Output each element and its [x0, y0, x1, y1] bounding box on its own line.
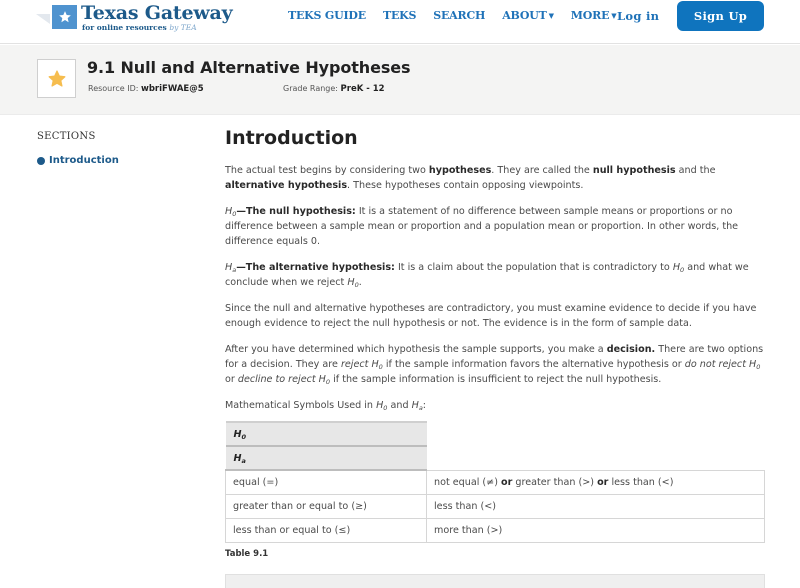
symbol-letter: H: [411, 400, 419, 411]
alternative-hypothesis-paragraph: [225, 260, 765, 290]
logo-title: Texas Gateway: [81, 2, 233, 24]
symbols-intro-paragraph: [225, 398, 765, 413]
grade-range-value: PreK - 12: [340, 84, 385, 94]
text: and the: [675, 165, 716, 176]
header-ha: [226, 446, 427, 470]
nav-about-dropdown[interactable]: [502, 9, 554, 23]
cell-ha: [427, 470, 765, 494]
symbol-letter: H: [225, 262, 233, 273]
resource-title: 9.1 Null and Alternative Hypotheses: [87, 58, 411, 77]
bold-term: decision.: [606, 344, 656, 355]
text: greater than (>): [512, 476, 598, 488]
nav-search-label: SEARCH: [433, 9, 486, 22]
text: and: [387, 400, 412, 411]
section-heading: Introduction: [225, 127, 358, 149]
italic-term: [341, 359, 383, 370]
symbol-letter: H: [233, 428, 242, 440]
symbol-subscript: 0: [383, 404, 388, 412]
text: . These hypotheses contain opposing viewpoints.: [347, 180, 584, 191]
text: not equal (≠): [434, 476, 502, 488]
italic-term: [685, 359, 761, 370]
top-navigation-bar: [0, 0, 800, 44]
caret-down-icon: ▼: [548, 11, 554, 20]
resource-header: [0, 45, 800, 115]
bold-term: —The alternative hypothesis:: [236, 262, 395, 273]
intro-paragraph: [225, 163, 765, 193]
caret-down-icon: ▼: [611, 11, 617, 20]
text: less than (<): [434, 500, 496, 512]
symbols-table: [225, 421, 765, 543]
cell-h0: greater than or equal to (≥): [226, 494, 427, 518]
table-header-row: [226, 422, 765, 446]
logo-shadow-decoration: [36, 14, 50, 24]
italic-term: [238, 374, 330, 385]
text: do not reject H: [684, 359, 757, 370]
sign-up-button[interactable]: Sign Up: [677, 1, 764, 31]
symbol-subscript: a: [241, 456, 246, 465]
text: reject H: [340, 359, 379, 370]
main-nav: [288, 9, 633, 23]
resource-id-label: Resource ID:: [88, 84, 139, 93]
text: decline to reject H: [237, 374, 326, 385]
logo-subtitle-by: by TEA: [169, 23, 197, 32]
text: or: [225, 374, 238, 385]
nav-teks[interactable]: [383, 9, 416, 23]
text: more than (>): [434, 524, 503, 536]
logo-subtitle: [82, 23, 197, 32]
text: and what we conclude when we reject: [225, 262, 749, 288]
cell-ha: [427, 494, 765, 518]
logo-star-icon: [52, 5, 77, 29]
text: if the sample information is insufficient to reject the null hypothesis.: [330, 374, 662, 385]
texas-gateway-logo[interactable]: [30, 2, 233, 34]
bold-term: —The null hypothesis:: [236, 206, 356, 217]
nav-more-label: MORE: [570, 9, 610, 22]
table-caption: Table 9.1: [225, 548, 269, 559]
symbol-subscript: 0: [378, 363, 383, 371]
nav-about-label: ABOUT: [502, 9, 547, 22]
text: .: [358, 277, 362, 288]
nav-teks-guide[interactable]: [288, 9, 366, 23]
header-empty: [427, 446, 765, 470]
text: The actual test begins by considering two: [225, 165, 429, 176]
symbol-letter: H: [225, 206, 233, 217]
cell-ha: [427, 518, 765, 542]
table-row: [226, 470, 765, 494]
content-box: [225, 574, 765, 588]
table-row: [226, 494, 765, 518]
symbol-subscript: a: [232, 266, 237, 274]
table-header-row: [226, 446, 765, 470]
symbol-letter: H: [233, 452, 242, 464]
evidence-paragraph: Since the null and alternative hypotheses are contradictory, you must examine evidence to decide if you have enough evidence to reject the null hypothesis or not. The evidence is in the form of sample data.: [225, 303, 757, 329]
favorite-star-icon[interactable]: [37, 59, 76, 98]
text: Mathematical Symbols Used in: [225, 400, 377, 411]
symbol-letter: H: [672, 262, 681, 273]
main-content: [225, 126, 765, 559]
resource-id-value: wbriFWAE@5: [141, 84, 204, 94]
sidebar-item-label: Introduction: [49, 155, 119, 166]
text: if the sample information favors the alternative hypothesis or: [382, 359, 685, 370]
h0-symbol: [225, 206, 236, 217]
symbol-letter: H: [376, 400, 384, 411]
text: :: [422, 400, 427, 411]
ha-symbol: [412, 400, 423, 411]
resource-id: [88, 84, 204, 94]
symbol-letter: H: [347, 277, 355, 288]
symbol-subscript: 0: [325, 378, 331, 386]
nav-search[interactable]: [433, 9, 485, 23]
ha-symbol: [225, 262, 236, 273]
bold-term: or: [597, 476, 609, 488]
bold-term: null hypothesis: [592, 165, 676, 176]
text: less than (<): [608, 476, 674, 488]
grade-range: [283, 84, 385, 94]
nav-more-dropdown[interactable]: [571, 9, 617, 23]
null-hypothesis-paragraph: [225, 204, 765, 249]
header-h0: [226, 422, 427, 446]
symbol-subscript: 0: [232, 210, 237, 218]
nav-teks-guide-label: TEKS GUIDE: [288, 9, 366, 22]
sections-heading: SECTIONS: [37, 131, 96, 142]
bold-term: hypotheses: [428, 165, 492, 176]
cell-h0: equal (=): [226, 470, 427, 494]
text: There are two options for a decision. They are: [225, 344, 764, 370]
text: It is a claim about the population that is contradictory to: [394, 262, 673, 273]
symbol-subscript: 0: [756, 363, 761, 371]
symbol-subscript: a: [418, 404, 423, 412]
table-row: [226, 518, 765, 542]
symbol-subscript: 0: [241, 432, 247, 441]
symbol-subscript: 0: [680, 266, 685, 274]
grade-range-label: Grade Range:: [283, 84, 338, 93]
h0-symbol: [347, 277, 358, 288]
h0-symbol: [376, 400, 387, 411]
bold-term: alternative hypothesis: [225, 180, 348, 191]
decision-paragraph: [225, 342, 765, 387]
login-link[interactable]: Log in: [617, 9, 660, 23]
text: After you have determined which hypothesis the sample supports, you make a: [225, 344, 607, 355]
header-empty: [427, 422, 765, 446]
bold-term: or: [501, 476, 513, 488]
text: . They are called the: [491, 165, 593, 176]
sidebar-item-introduction[interactable]: [37, 155, 119, 166]
active-bullet-icon: [37, 157, 45, 165]
symbol-subscript: 0: [354, 281, 359, 289]
cell-h0: less than or equal to (≤): [226, 518, 427, 542]
nav-teks-label: TEKS: [382, 9, 417, 22]
logo-subtitle-text: for online resources: [82, 23, 167, 32]
text: It is a statement of no difference between sample means or proportions or no difference between a sample mean or proportion and a population mean or proportion. In other words, the difference equals 0.: [225, 206, 739, 247]
h0-symbol: [673, 262, 684, 273]
